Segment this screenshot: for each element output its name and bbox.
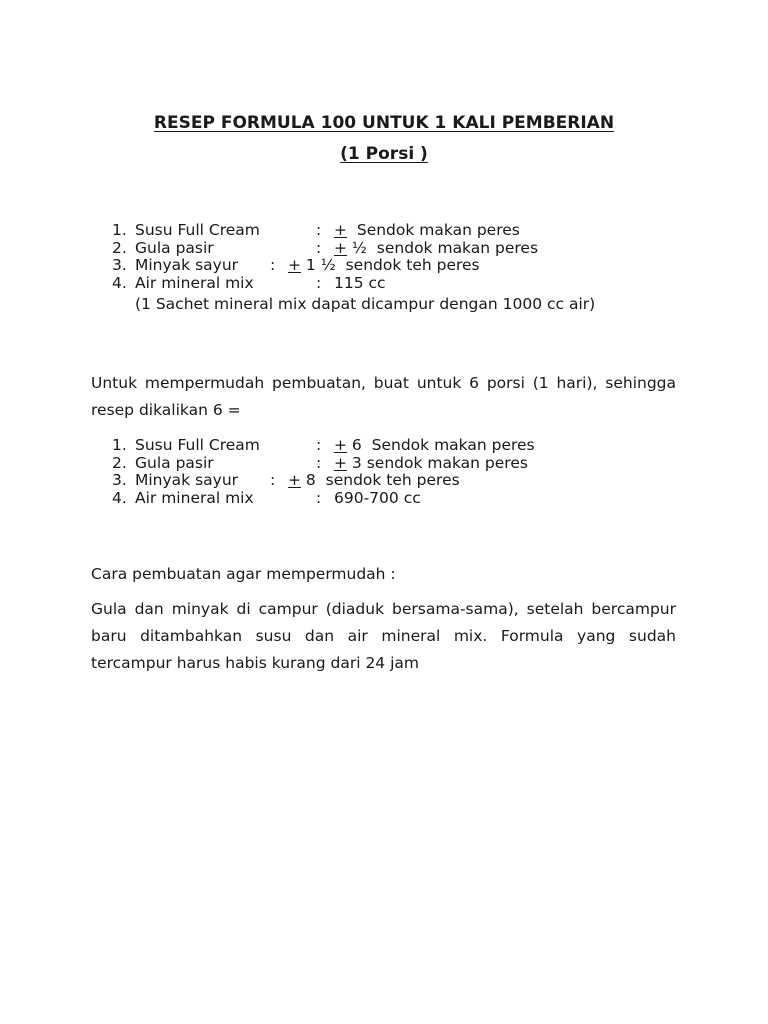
list-item xyxy=(0,240,768,258)
recipe-list-single xyxy=(0,222,768,292)
item-colon: : xyxy=(316,273,322,292)
item-colon: : xyxy=(270,256,276,275)
ingredient-name: Susu Full Cream xyxy=(135,221,260,239)
method-paragraph: Gula dan minyak di campur (diaduk bersama-sama), setelah bercampur baru ditambahkan susu dan air mineral mix. Formula yang sudah tercampur harus habis kurang dari 24 jam xyxy=(91,600,676,672)
ingredient-name: Gula pasir xyxy=(135,453,214,472)
ingredient-name: Air mineral mix xyxy=(135,273,254,292)
amount-text: 6 Sendok makan peres xyxy=(347,436,535,454)
ingredient-amount xyxy=(334,275,386,293)
plus-minus-sign: + xyxy=(334,436,347,454)
amount-text: Sendok makan peres xyxy=(347,221,520,239)
amount-text: ½ sendok makan peres xyxy=(347,238,539,257)
ingredient-name: Minyak sayur xyxy=(135,256,239,275)
list-item xyxy=(0,222,768,240)
ingredient-name: Minyak sayur xyxy=(135,471,239,490)
item-colon: : xyxy=(316,436,322,454)
method-heading: Cara pembuatan agar mempermudah : xyxy=(91,565,396,583)
list-item xyxy=(0,455,768,473)
item-number: 1. xyxy=(112,221,127,239)
item-number: 4. xyxy=(112,488,127,507)
item-colon: : xyxy=(270,471,276,490)
item-number: 3. xyxy=(112,471,127,490)
item-number: 1. xyxy=(112,436,127,454)
ingredient-amount xyxy=(288,472,460,490)
ingredient-name: Gula pasir xyxy=(135,238,214,257)
list-item xyxy=(0,257,768,275)
amount-text: 115 cc xyxy=(334,273,386,292)
amount-text: 1 ½ sendok teh peres xyxy=(301,256,480,275)
list-item xyxy=(0,490,768,508)
ingredient-amount xyxy=(288,257,480,275)
list-item xyxy=(0,275,768,293)
ingredient-amount xyxy=(334,490,421,508)
amount-text: 3 sendok makan peres xyxy=(347,453,528,472)
plus-minus-sign: + xyxy=(288,256,301,275)
ingredient-amount xyxy=(334,455,528,473)
item-colon: : xyxy=(316,488,322,507)
plus-minus-sign: + xyxy=(334,238,347,257)
item-number: 4. xyxy=(112,273,127,292)
list-item xyxy=(0,437,768,455)
ingredient-amount xyxy=(334,240,538,258)
recipe-list-six-portions xyxy=(0,437,768,507)
item-colon: : xyxy=(316,238,322,257)
intro-paragraph: Untuk mempermudah pembuatan, buat untuk 6 porsi (1 hari), sehingga resep dikalikan 6 = xyxy=(91,374,676,419)
item-number: 2. xyxy=(112,453,127,472)
ingredient-name: Air mineral mix xyxy=(135,488,254,507)
item-number: 2. xyxy=(112,238,127,257)
document-title: RESEP FORMULA 100 UNTUK 1 KALI PEMBERIAN xyxy=(153,113,615,133)
list-item xyxy=(0,472,768,490)
item-colon: : xyxy=(316,221,322,239)
document-subtitle: (1 Porsi ) xyxy=(340,144,428,164)
plus-minus-sign: + xyxy=(334,221,347,239)
amount-text: 8 sendok teh peres xyxy=(301,471,460,490)
item-number: 3. xyxy=(112,256,127,275)
ingredient-amount xyxy=(334,222,520,240)
plus-minus-sign: + xyxy=(334,453,347,472)
mineral-mix-note: (1 Sachet mineral mix dapat dicampur dengan 1000 cc air) xyxy=(135,295,596,313)
ingredient-amount xyxy=(334,437,535,455)
item-colon: : xyxy=(316,453,322,472)
ingredient-name: Susu Full Cream xyxy=(135,436,260,454)
amount-text: 690-700 cc xyxy=(334,488,421,507)
plus-minus-sign: + xyxy=(288,471,301,490)
